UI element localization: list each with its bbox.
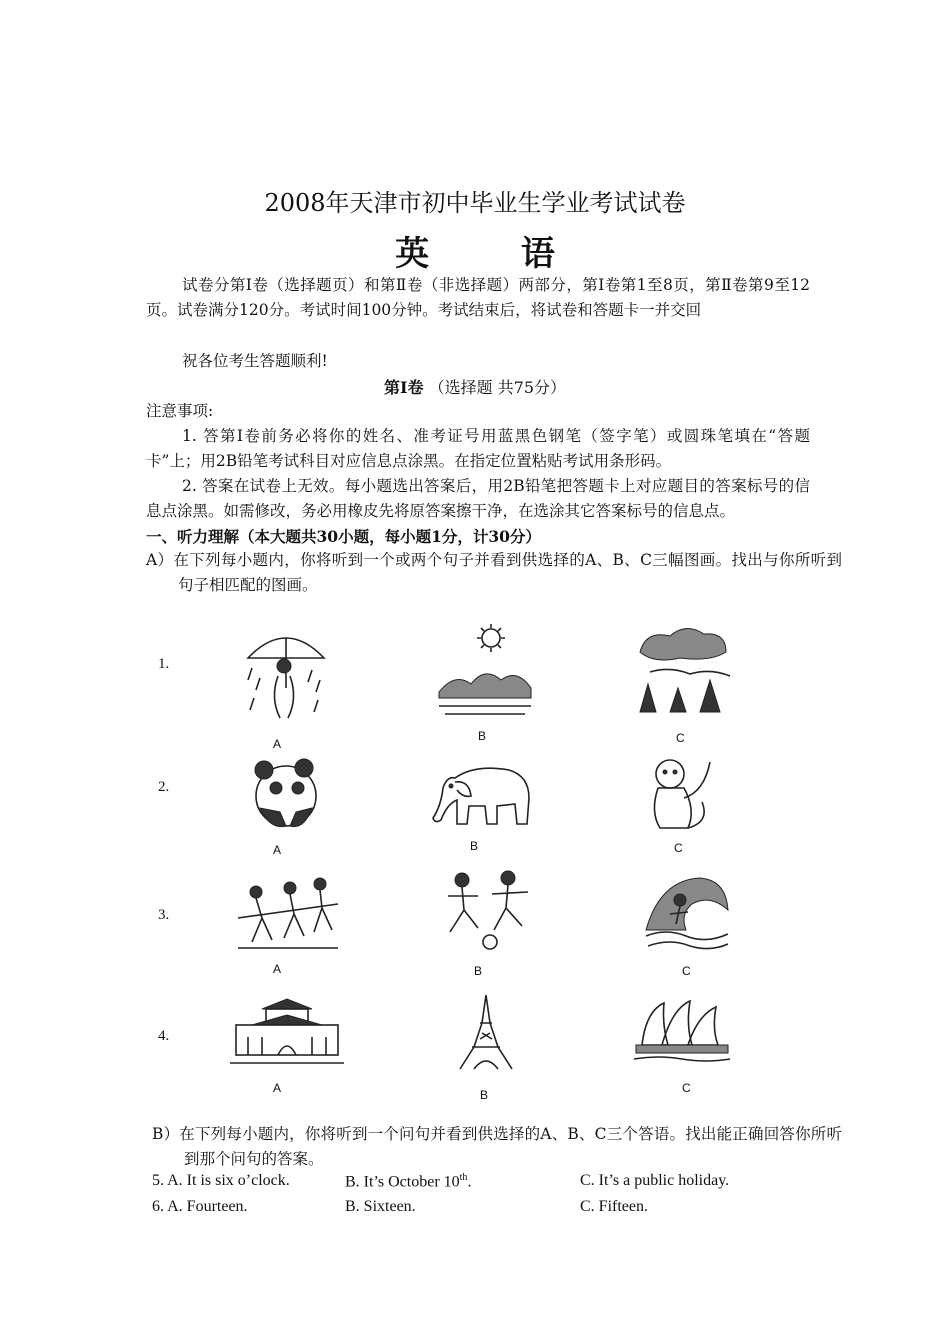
q6-option-c: C. Fifteen.: [580, 1198, 648, 1215]
part-a-instructions: A）在下列每小题内，你将听到一个或两个句子并看到供选择的A、B、C三幅图画。找出与你所听到句子相匹配的图画。: [146, 551, 842, 594]
row-3-label-b: B: [474, 964, 483, 978]
q6-option-a: 6. A. Fourteen.: [152, 1198, 248, 1215]
row-1-label-c: C: [676, 731, 685, 745]
tiananmen-picture: [228, 995, 346, 1067]
row-3-label-c: C: [682, 964, 691, 978]
row-2-label-c: C: [674, 841, 683, 855]
man-in-rain-picture: [240, 618, 332, 728]
part-b-instructions: B）在下列每小题内，你将听到一个问句并看到供选择的A、B、C三个答语。找出能正确回答你所听到那个问句的答案。: [152, 1125, 842, 1168]
volume-heading: [0, 375, 950, 398]
good-luck-line: 祝各位考生答题顺利!: [182, 352, 328, 370]
q5-option-b-text: B. It’s October 10: [345, 1173, 460, 1191]
q5-option-b-end: .: [467, 1173, 472, 1191]
elephant-picture: [425, 760, 541, 832]
sunny-landscape-picture: [435, 622, 535, 722]
row-2-label-b: B: [470, 839, 479, 853]
row-1-number: 1.: [158, 656, 170, 672]
surfer-picture: [640, 870, 732, 952]
note-1: 1. 答第Ⅰ卷前务必将你的姓名、准考证号用蓝黑色钢笔（签字笔）或圆珠笔填在“答题卡”上；用2B铅笔考试科目对应信息点涂黑。在指定位置粘贴考试用条形码。: [146, 427, 810, 470]
q5-option-b-sup: th: [459, 1172, 468, 1183]
volume-label: 第Ⅰ卷: [383, 378, 424, 397]
row-1-label-a: A: [273, 737, 282, 751]
monkey-picture: [640, 752, 720, 836]
row-3-number: 3.: [158, 907, 170, 923]
cloudy-landscape-picture: [630, 622, 734, 722]
subject-title: 英 语: [395, 234, 595, 274]
q6-option-b: B. Sixteen.: [345, 1198, 416, 1215]
row-4-label-b: B: [480, 1088, 489, 1102]
football-players-picture: [438, 868, 538, 952]
intro-paragraph: 试卷分第Ⅰ卷（选择题页）和第Ⅱ卷（非选择题）两部分，第Ⅰ卷第1至8页，第Ⅱ卷第9至12页。试卷满分120分。考试时间100分钟。考试结束后，将试卷和答题卡一并交回: [146, 276, 810, 319]
volume-desc: （选择题 共75分）: [428, 378, 567, 397]
section-1-heading: 一、听力理解（本大题共30小题，每小题1分，计30分）: [146, 527, 541, 546]
row-1-label-b: B: [478, 729, 487, 743]
tug-of-war-picture: [234, 874, 342, 954]
row-4-number: 4.: [158, 1028, 170, 1044]
q5-option-a: 5. A. It is six o’clock.: [152, 1172, 290, 1189]
sydney-opera-house-picture: [632, 995, 732, 1067]
row-4-label-c: C: [682, 1081, 691, 1095]
notes-heading: 注意事项:: [146, 402, 214, 420]
panda-picture: [246, 752, 330, 836]
row-2-number: 2.: [158, 779, 170, 795]
q5-option-b: [345, 1172, 471, 1191]
note-2: 2. 答案在试卷上无效。每小题选出答案后，用2B铅笔把答题卡上对应题目的答案标号的信息点涂黑。如需修改，务必用橡皮先将原答案擦干净，在选涂其它答案标号的信息点。: [146, 477, 810, 520]
q5-option-c: C. It’s a public holiday.: [580, 1172, 730, 1189]
eiffel-tower-picture: [448, 993, 524, 1073]
row-2-label-a: A: [273, 843, 282, 857]
exam-title: 2008年天津市初中毕业生学业考试试卷: [264, 189, 686, 217]
row-4-label-a: A: [273, 1081, 282, 1095]
row-3-label-a: A: [273, 962, 282, 976]
